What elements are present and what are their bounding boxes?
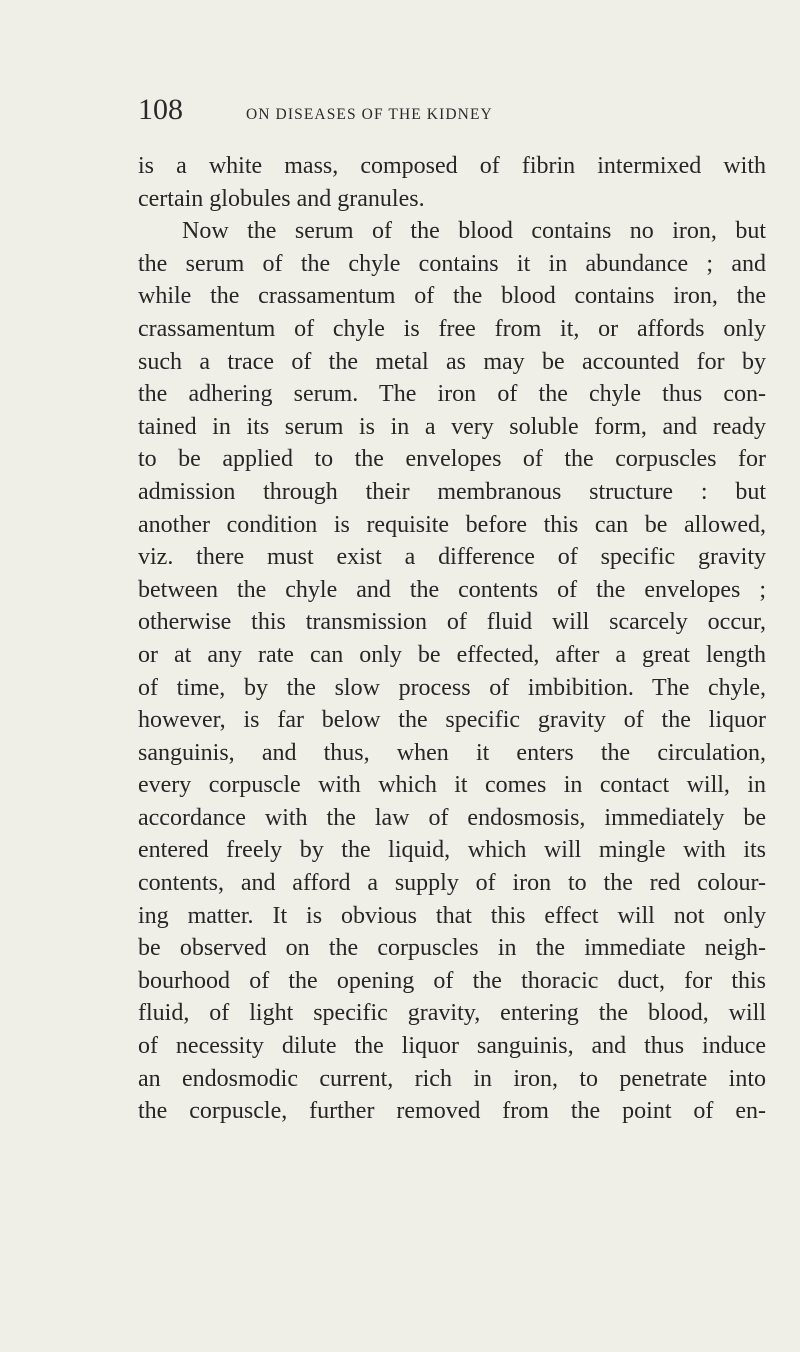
- text-line: of time, by the slow process of imbibition. The chyle,: [138, 674, 766, 701]
- text-line: otherwise this transmission of fluid will scarcely occur,: [138, 609, 766, 636]
- body-text: [138, 150, 766, 1128]
- text-line: certain globules and granules.: [138, 185, 425, 212]
- text-line: every corpuscle with which it comes in contact will, in: [138, 772, 766, 799]
- text-line: viz. there must exist a difference of specific gravity: [138, 544, 766, 571]
- text-line: of necessity dilute the liquor sanguinis, and thus induce: [138, 1033, 766, 1060]
- text-line: an endosmodic current, rich in iron, to penetrate into: [138, 1065, 766, 1092]
- text-line: crassamentum of chyle is free from it, or affords only: [138, 315, 766, 342]
- text-line: the adhering serum. The iron of the chyle thus con-: [138, 381, 766, 408]
- text-line: tained in its serum is in a very soluble form, and ready: [138, 413, 766, 440]
- text-line: fluid, of light specific gravity, entering the blood, will: [138, 1000, 766, 1027]
- text-line: while the crassamentum of the blood contains iron, the: [138, 283, 766, 310]
- text-line: Now the serum of the blood contains no iron, but: [182, 218, 766, 245]
- text-line: or at any rate can only be effected, after a great length: [138, 641, 766, 668]
- text-line: bourhood of the opening of the thoracic duct, for this: [138, 967, 766, 994]
- text-line: however, is far below the specific gravity of the liquor: [138, 707, 766, 734]
- text-line: the corpuscle, further removed from the point of en-: [138, 1098, 766, 1125]
- text-line: accordance with the law of endosmosis, immediately be: [138, 804, 766, 831]
- text-line: such a trace of the metal as may be accounted for by: [138, 348, 766, 375]
- text-line: is a white mass, composed of fibrin intermixed with: [138, 153, 766, 179]
- text-line: between the chyle and the contents of the envelopes ;: [138, 576, 766, 603]
- text-line: the serum of the chyle contains it in abundance ; and: [138, 250, 766, 277]
- text-line: ing matter. It is obvious that this effect will not only: [138, 902, 766, 929]
- text-line: sanguinis, and thus, when it enters the circulation,: [138, 739, 766, 766]
- text-line: contents, and afford a supply of iron to the red colour-: [138, 870, 766, 897]
- running-head: ON DISEASES OF THE KIDNEY: [246, 106, 493, 123]
- page-number: 108: [138, 93, 183, 126]
- text-line: admission through their membranous structure : but: [138, 478, 766, 505]
- text-line: another condition is requisite before this can be allowed,: [138, 511, 766, 538]
- text-line: be observed on the corpuscles in the immediate neigh-: [138, 935, 766, 962]
- text-line: entered freely by the liquid, which will mingle with its: [138, 837, 766, 864]
- text-line: to be applied to the envelopes of the corpuscles for: [138, 446, 766, 473]
- page-header: [138, 95, 778, 135]
